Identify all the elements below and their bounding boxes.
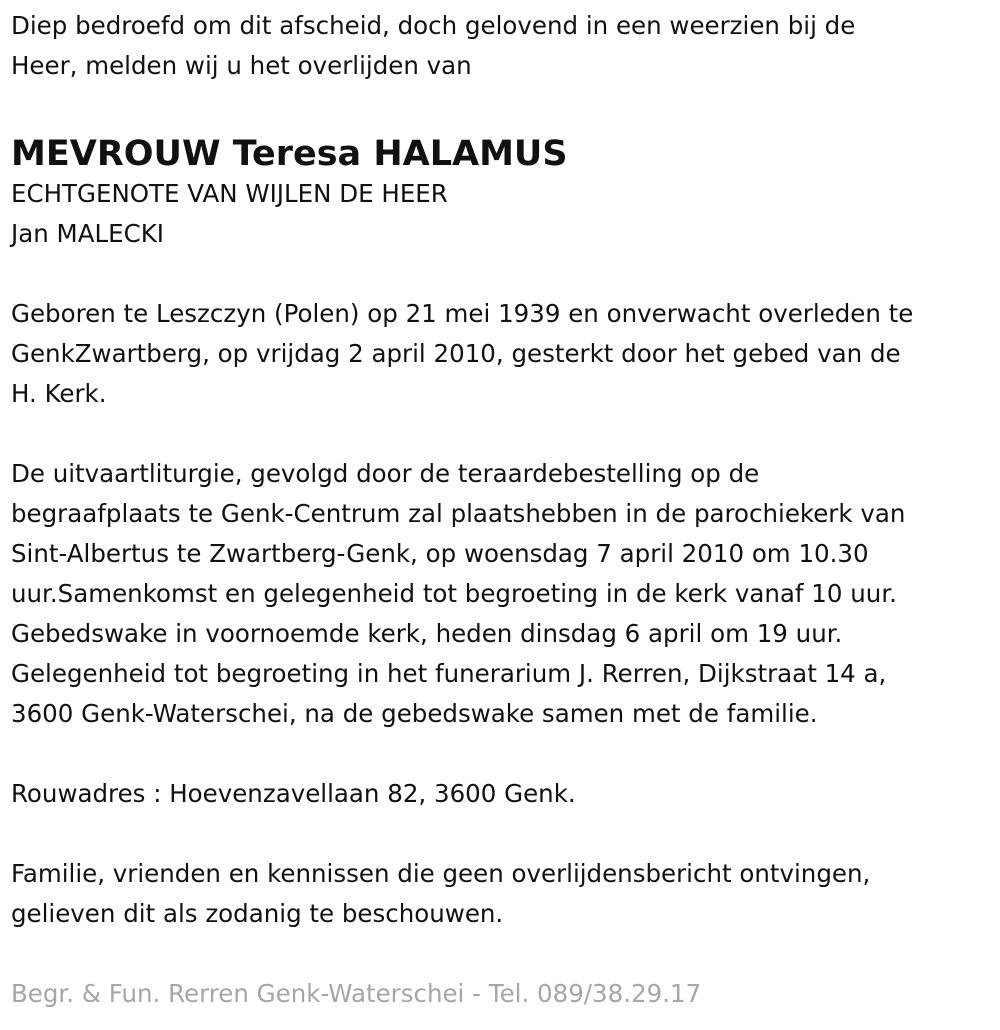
birth-paragraph xyxy=(11,294,996,414)
deceased-name: MEVROUW Teresa HALAMUS xyxy=(11,134,568,174)
funeral-line: uur.Samenkomst en gelegenheid tot begroeting in de kerk vanaf 10 uur. xyxy=(11,579,897,608)
spacer xyxy=(11,934,996,974)
funeral-line: De uitvaartliturgie, gevolgd door de teraardebestelling op de xyxy=(11,459,760,488)
funeral-paragraph xyxy=(11,454,996,734)
intro-line: Heer, melden wij u het overlijden van xyxy=(11,51,472,80)
spacer xyxy=(11,254,996,294)
birth-line: GenkZwartberg, op vrijdag 2 april 2010, gesterkt door het gebed van de xyxy=(11,339,901,368)
spacer xyxy=(11,86,996,126)
intro-paragraph xyxy=(11,6,996,86)
mourning-address: Rouwadres : Hoevenzavellaan 82, 3600 Genk. xyxy=(11,779,576,808)
spacer xyxy=(11,814,996,854)
notice-paragraph xyxy=(11,854,996,934)
obituary-notice xyxy=(11,6,996,1014)
intro-line: Diep bedroefd om dit afscheid, doch gelovend in een weerzien bij de xyxy=(11,11,856,40)
spouse-name: Jan MALECKI xyxy=(11,219,164,248)
funeral-line: begraafplaats te Genk-Centrum zal plaatshebben in de parochiekerk van xyxy=(11,499,906,528)
footer-text: Begr. & Fun. Rerren Genk-Waterschei - Tel. 089/38.29.17 xyxy=(11,979,702,1008)
notice-line: Familie, vrienden en kennissen die geen overlijdensbericht ontvingen, xyxy=(11,859,871,888)
birth-line: H. Kerk. xyxy=(11,379,107,408)
relation-text: ECHTGENOTE VAN WIJLEN DE HEER xyxy=(11,179,448,208)
relation-block xyxy=(11,174,996,254)
birth-line: Geboren te Leszczyn (Polen) op 21 mei 1939 en onverwacht overleden te xyxy=(11,299,914,328)
notice-line: gelieven dit als zodanig te beschouwen. xyxy=(11,899,504,928)
funeral-line: 3600 Genk-Waterschei, na de gebedswake samen met de familie. xyxy=(11,699,818,728)
funeral-line: Sint-Albertus te Zwartberg-Genk, op woensdag 7 april 2010 om 10.30 xyxy=(11,539,869,568)
address-paragraph xyxy=(11,774,996,814)
funeral-home-footer xyxy=(11,974,996,1014)
funeral-line: Gebedswake in voornoemde kerk, heden dinsdag 6 april om 19 uur. xyxy=(11,619,843,648)
funeral-line: Gelegenheid tot begroeting in het funerarium J. Rerren, Dijkstraat 14 a, xyxy=(11,659,887,688)
spacer xyxy=(11,734,996,774)
spacer xyxy=(11,414,996,454)
